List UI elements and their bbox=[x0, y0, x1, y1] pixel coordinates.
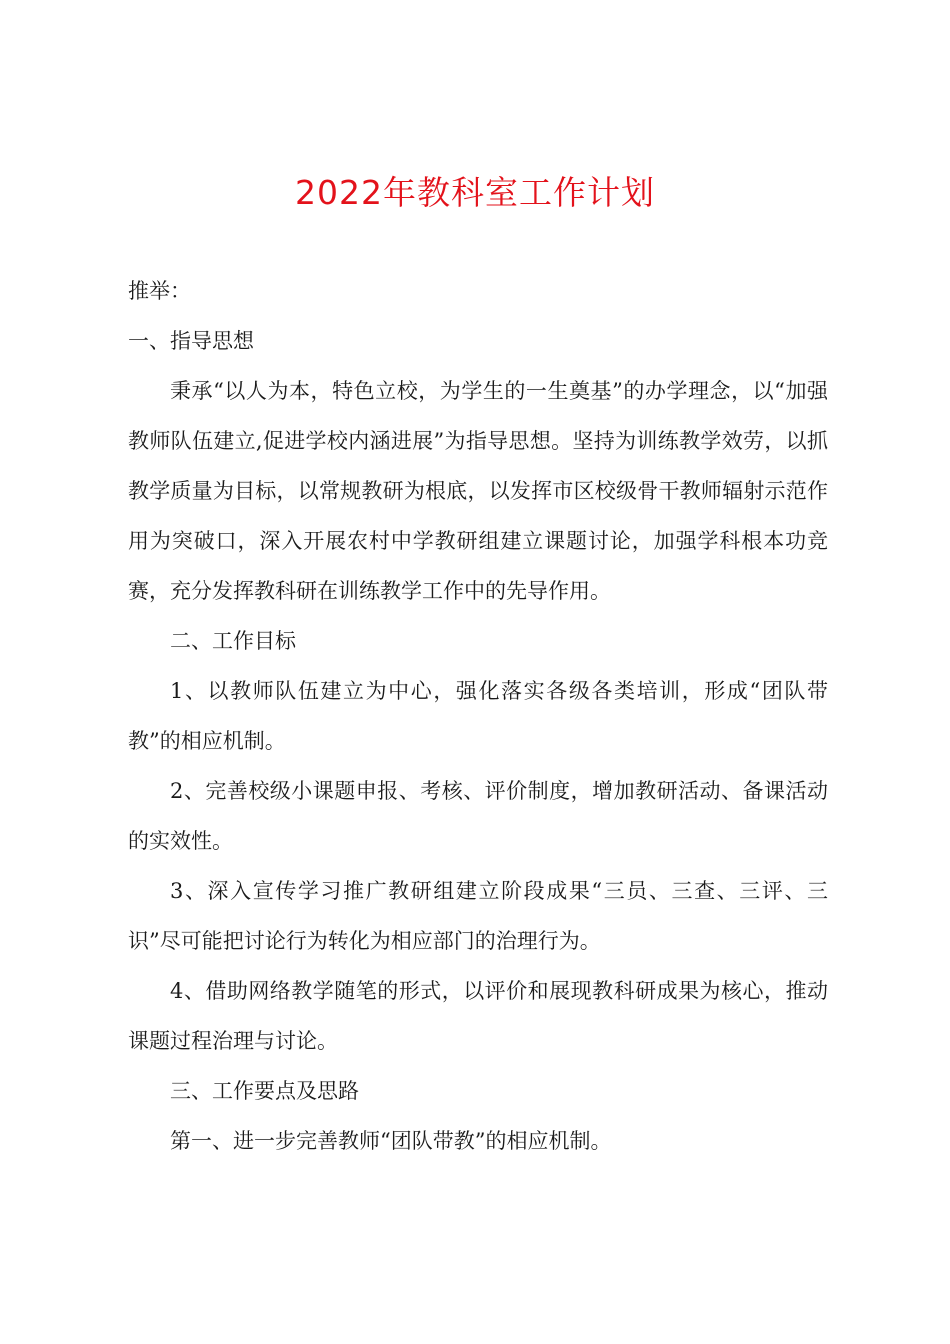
paragraph-point-1: 第一、进一步完善教师“团队带教”的相应机制。 bbox=[170, 1129, 612, 1153]
heading-work-goals: 二、工作目标 bbox=[170, 629, 296, 653]
paragraph-goal-4: 4、借助网络教学随笔的形式，以评价和展现教科研成果为核心，推动课题过程治理与讨论。 bbox=[128, 979, 828, 1053]
document-body bbox=[128, 266, 828, 1166]
heading-work-points: 三、工作要点及思路 bbox=[170, 1079, 359, 1103]
paragraph-goal-2: 2、完善校级小课题申报、考核、评价制度，增加教研活动、备课活动的实效性。 bbox=[128, 779, 828, 853]
paragraph-goal-3: 3、深入宣传学习推广教研组建立阶段成果“三员、三查、三评、三识”尽可能把讨论行为转化为相应部门的治理行为。 bbox=[128, 879, 828, 953]
paragraph-goal-1: 1、以教师队伍建立为中心，强化落实各级各类培训，形成“团队带教”的相应机制。 bbox=[128, 679, 828, 753]
paragraph-guiding-thought: 秉承“以人为本，特色立校，为学生的一生奠基”的办学理念，以“加强教师队伍建立,促进学校内涵进展”为指导思想。坚持为训练教学效劳，以抓教学质量为目标，以常规教研为根底，以发挥市区校级骨干教师辐射示范作用为突破口，深入开展农村中学教研组建立课题讨论，加强学科根本功竞赛，充分发挥教科研在训练教学工作中的先导作用。 bbox=[128, 379, 828, 603]
document-title: 2022年教科室工作计划 bbox=[295, 173, 655, 212]
heading-guiding-thought: 一、指导思想 bbox=[128, 329, 254, 353]
paragraph-intro: 推举： bbox=[128, 279, 191, 303]
